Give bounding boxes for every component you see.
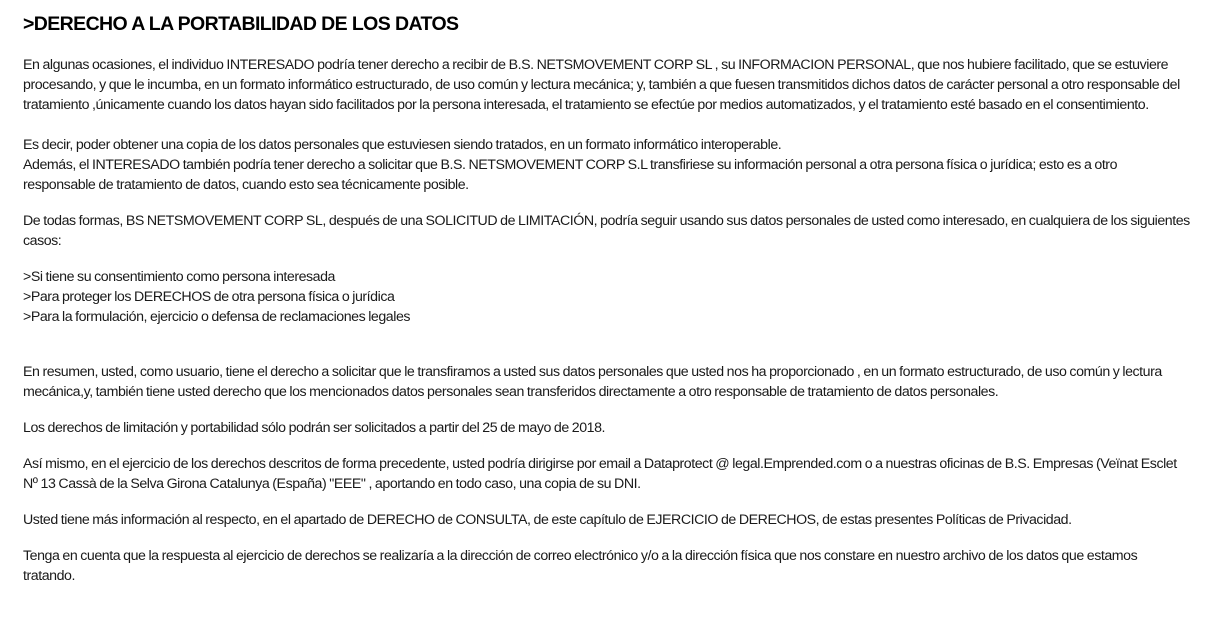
section-title: >DERECHO A LA PORTABILIDAD DE LOS DATOS (23, 13, 459, 35)
paragraph-contact: Así mismo, en el ejercicio de los derechos descritos de forma precedente, usted podría dirigirse por email a Dataprotect @ legal.Emprended.com o a nuestras oficinas de B.S. Empresas (Veïnat Esclet Nº 13 Cassà de la Selva Girona Catalunya (España) "EEE" , aportando en todo caso, una copia de su DNI. (23, 456, 1177, 492)
paragraph-response-address: Tenga en cuenta que la respuesta al ejercicio de derechos se realizaría a la dirección de correo electrónico y/o a la dirección física que nos constare en nuestro archivo de los datos que estamos tratando. (23, 548, 1138, 584)
paragraph-copy-of-data: Es decir, poder obtener una copia de los datos personales que estuviesen siendo tratados, en un formato informático interoperable. (23, 137, 782, 153)
paragraph-limitation-cases: De todas formas, BS NETSMOVEMENT CORP SL, después de una SOLICITUD de LIMITACIÓN, podría seguir usando sus datos personales de usted como interesado, en cualquiera de los siguientes casos: (23, 213, 1190, 249)
paragraph-transfer-right: Además, el INTERESADO también podría tener derecho a solicitar que B.S. NETSMOVEMENT CORP S.L transfiriese su información personal a otra persona física o jurídica; esto es a otro responsable de tratamiento de datos, cuando esto sea técnicamente posible. (23, 157, 1118, 193)
list-item: >Para proteger los DERECHOS de otra persona física o jurídica (23, 289, 395, 305)
paragraph-effective-date: Los derechos de limitación y portabilidad sólo podrán ser solicitados a partir del 25 de mayo de 2018. (23, 420, 606, 436)
list-item: >Para la formulación, ejercicio o defensa de reclamaciones legales (23, 309, 411, 325)
paragraph-portability-intro: En algunas ocasiones, el individuo INTERESADO podría tener derecho a recibir de B.S. NETSMOVEMENT CORP SL , su INFORMACION PERSONAL, que nos hubiere facilitado, que se estuviere procesando, y que le incumba, en un formato informático estructurado, de uso común y lectura mecánica; y, también a que fuesen transmitidos dichos datos de carácter personal a otro responsable del tratamiento ,únicamente cuando los datos hayan sido facilitados por la persona interesada, el tratamiento se efectúe por medios automatizados, y el tratamiento esté basado en el consentimiento. (23, 57, 1180, 113)
list-item: >Si tiene su consentimiento como persona interesada (23, 269, 335, 285)
paragraph-more-info: Usted tiene más información al respecto, en el apartado de DERECHO de CONSULTA, de este capítulo de EJERCICIO de DERECHOS, de estas presentes Políticas de Privacidad. (23, 512, 1072, 528)
paragraph-summary: En resumen, usted, como usuario, tiene el derecho a solicitar que le transfiramos a usted sus datos personales que usted nos ha proporcionado , en un formato estructurado, de uso común y lectura mecánica,y, también tiene usted derecho que los mencionados datos personales sean transferidos directamente a otro responsable de tratamiento de datos personales. (23, 364, 1162, 400)
document-body (23, 12, 1191, 586)
